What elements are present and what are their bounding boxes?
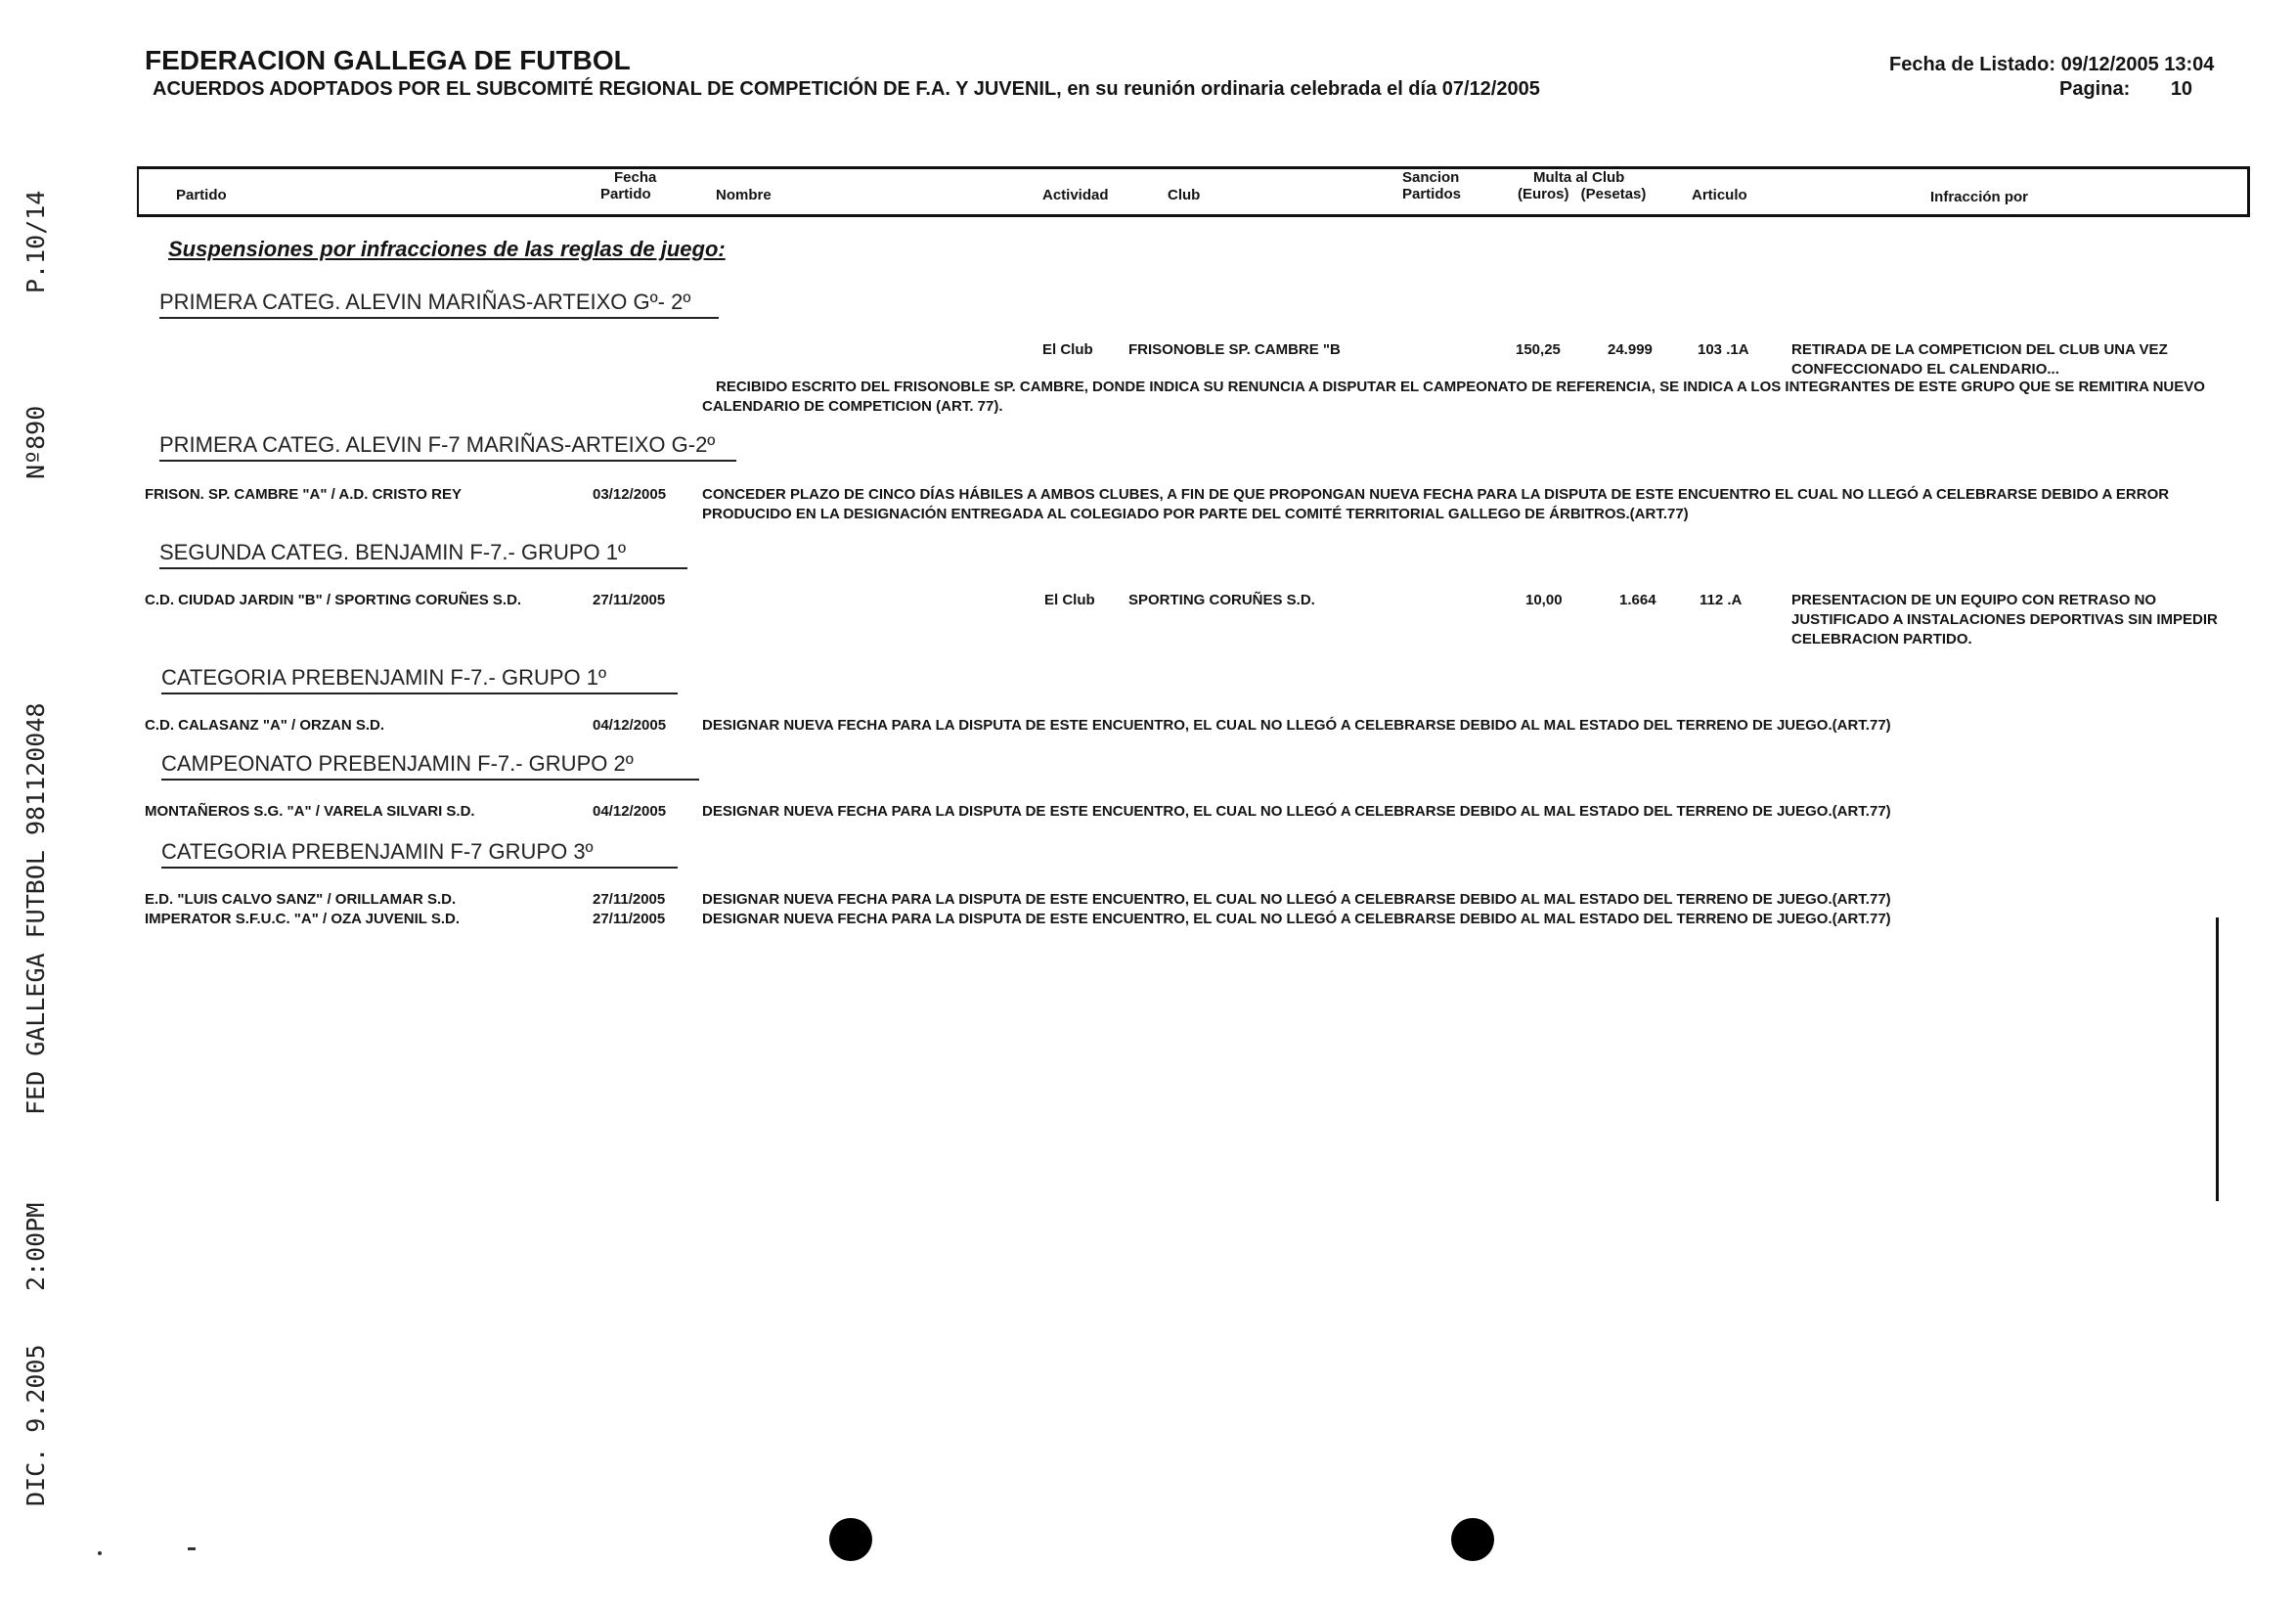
section-title: CATEGORIA PREBENJAMIN F-7 GRUPO 3º [161, 839, 678, 869]
fecha-label: Fecha de Listado: [1889, 54, 2056, 75]
row-resolution: DESIGNAR NUEVA FECHA PARA LA DISPUTA DE ESTE ENCUENTRO, EL CUAL NO LLEGÓ A CELEBRARSE DEBIDO AL MAL ESTADO DEL TERRENO DE JUEGO.(ART.77) [702, 911, 1891, 927]
row-fecha: 27/11/2005 [593, 592, 666, 608]
scan-speck [98, 1551, 102, 1555]
row-actividad: El Club [1042, 341, 1093, 358]
row-resolution: DESIGNAR NUEVA FECHA PARA LA DISPUTA DE ESTE ENCUENTRO, EL CUAL NO LLEGÓ A CELEBRARSE DEBIDO AL MAL ESTADO DEL TERRENO DE JUEGO.(ART.77) [702, 717, 1891, 734]
punch-hole-right [1451, 1518, 1494, 1561]
section-note: RECIBIDO ESCRITO DEL FRISONOBLE SP. CAMBRE, DONDE INDICA SU RENUNCIA A DISPUTAR EL CAMPEONATO DE REFERENCIA, SE INDICA A LOS INTEGRANTES DE ESTE GRUPO QUE SE REMITIRA NUEVO CALENDARIO DE COMPETICION (ART. 77). [702, 379, 2205, 415]
subtitle-rest: en su reunión ordinaria celebrada el día 07/12/2005 [1067, 78, 1540, 100]
row-resolution: CONCEDER PLAZO DE CINCO DÍAS HÁBILES A AMBOS CLUBES, A FIN DE QUE PROPONGAN NUEVA FECHA PARA LA DISPUTA DE ESTE ENCUENTRO EL CUAL NO LLEGÓ A CELEBRARSE DEBIDO A ERROR PRODUCIDO EN LA DESIGNACIÓN ENTREGADA AL COLEGIADO POR PARTE DEL COMITÉ TERRITORIAL GALLEGO DE ÁRBITROS.(ART.77) [702, 486, 2170, 522]
col-multa [1518, 169, 1646, 202]
section-title: SEGUNDA CATEG. BENJAMIN F-7.- GRUPO 1º [159, 540, 687, 569]
main-heading: Suspensiones por infracciones de las reglas de juego: [168, 237, 726, 261]
row-partido: IMPERATOR S.F.U.C. "A" / OZA JUVENIL S.D. [145, 911, 461, 927]
scan-speck [188, 1547, 196, 1550]
row-resolution: DESIGNAR NUEVA FECHA PARA LA DISPUTA DE ESTE ENCUENTRO, EL CUAL NO LLEGÓ A CELEBRARSE DEBIDO AL MAL ESTADO DEL TERRENO DE JUEGO.(ART.77) [702, 803, 1891, 820]
row-fecha: 27/11/2005 [593, 891, 666, 908]
organization-title: FEDERACION GALLEGA DE FUTBOL [145, 45, 631, 75]
col-pesetas: (Pesetas) [1580, 186, 1647, 202]
col-nombre: Nombre [716, 187, 772, 203]
row-club: SPORTING CORUÑES S.D. [1128, 592, 1315, 608]
row-fecha: 04/12/2005 [593, 717, 667, 734]
row-club: FRISONOBLE SP. CAMBRE "B [1128, 341, 1341, 358]
listing-date [1889, 54, 2214, 76]
scan-margin-line [2216, 917, 2219, 1201]
col-fecha [600, 169, 656, 202]
page-number [2059, 78, 2192, 101]
row-fecha: 03/12/2005 [593, 486, 667, 503]
section-title: PRIMERA CATEG. ALEVIN F-7 MARIÑAS-ARTEIXO G-2º [159, 432, 736, 462]
fax-page: P.10/14 [22, 190, 50, 293]
col-sancion-line2: Partidos [1402, 186, 1462, 202]
row-articulo: 103 .1A [1698, 341, 1749, 358]
col-multa-units [1518, 186, 1646, 202]
fax-transmission-strip [22, 156, 65, 1506]
row-partido: C.D. CIUDAD JARDIN "B" / SPORTING CORUÑES S.D. [145, 592, 522, 608]
row-articulo: 112 .A [1700, 592, 1743, 608]
section-title: CATEGORIA PREBENJAMIN F-7.- GRUPO 1º [161, 665, 678, 694]
col-partido: Partido [176, 187, 227, 203]
section-title: PRIMERA CATEG. ALEVIN MARIÑAS-ARTEIXO Gº- 2º [159, 290, 719, 319]
row-pesetas: 1.664 [1619, 592, 1656, 608]
pagina-value: 10 [2170, 78, 2193, 100]
pagina-label: Pagina: [2059, 78, 2131, 100]
row-infraccion: PRESENTACION DE UN EQUIPO CON RETRASO NO JUSTIFICADO A INSTALACIONES DEPORTIVAS SIN IMPEDIR CELEBRACION PARTIDO. [1791, 592, 2218, 648]
row-resolution: DESIGNAR NUEVA FECHA PARA LA DISPUTA DE ESTE ENCUENTRO, EL CUAL NO LLEGÓ A CELEBRARSE DEBIDO AL MAL ESTADO DEL TERRENO DE JUEGO.(ART.77) [702, 891, 1891, 908]
row-euros: 10,00 [1525, 592, 1563, 608]
col-sancion-line1: Sancion [1402, 169, 1460, 186]
col-euros: (Euros) [1518, 186, 1569, 202]
fecha-value: 09/12/2005 13:04 [2060, 54, 2215, 75]
col-fecha-line2: Partido [600, 186, 651, 202]
col-club: Club [1168, 187, 1201, 203]
row-pesetas: 24.999 [1608, 341, 1653, 358]
subtitle-bold: ACUERDOS ADOPTADOS POR EL SUBCOMITÉ REGIONAL DE COMPETICIÓN DE F.A. Y JUVENIL, [153, 78, 1062, 100]
row-partido: FRISON. SP. CAMBRE "A" / A.D. CRISTO REY [145, 486, 462, 503]
row-partido: C.D. CALASANZ "A" / ORZAN S.D. [145, 717, 385, 734]
col-articulo: Articulo [1692, 187, 1747, 203]
col-fecha-line1: Fecha [614, 169, 657, 186]
row-euros: 150,25 [1516, 341, 1561, 358]
document-subtitle [153, 78, 1540, 101]
row-fecha: 04/12/2005 [593, 803, 667, 820]
row-partido: E.D. "LUIS CALVO SANZ" / ORILLAMAR S.D. [145, 891, 457, 908]
fax-sender: FED GALLEGA FUTBOL 981120048 [22, 702, 50, 1115]
fax-number: Nº890 [22, 405, 50, 479]
fax-time: 2:00PM [22, 1202, 50, 1291]
col-sancion [1402, 169, 1461, 202]
col-infraccion: Infracción por [1930, 189, 2029, 205]
punch-hole-left [829, 1518, 872, 1561]
section-title: CAMPEONATO PREBENJAMIN F-7.- GRUPO 2º [161, 751, 699, 781]
col-multa-label: Multa al Club [1533, 169, 1625, 186]
row-actividad: El Club [1044, 592, 1095, 608]
row-fecha: 27/11/2005 [593, 911, 666, 927]
row-infraccion: RETIRADA DE LA COMPETICION DEL CLUB UNA VEZ CONFECCIONADO EL CALENDARIO... [1791, 341, 2168, 378]
fax-date: DIC. 9.2005 [22, 1344, 50, 1506]
row-partido: MONTAÑEROS S.G. "A" / VARELA SILVARI S.D. [145, 803, 475, 820]
col-actividad: Actividad [1042, 187, 1109, 203]
